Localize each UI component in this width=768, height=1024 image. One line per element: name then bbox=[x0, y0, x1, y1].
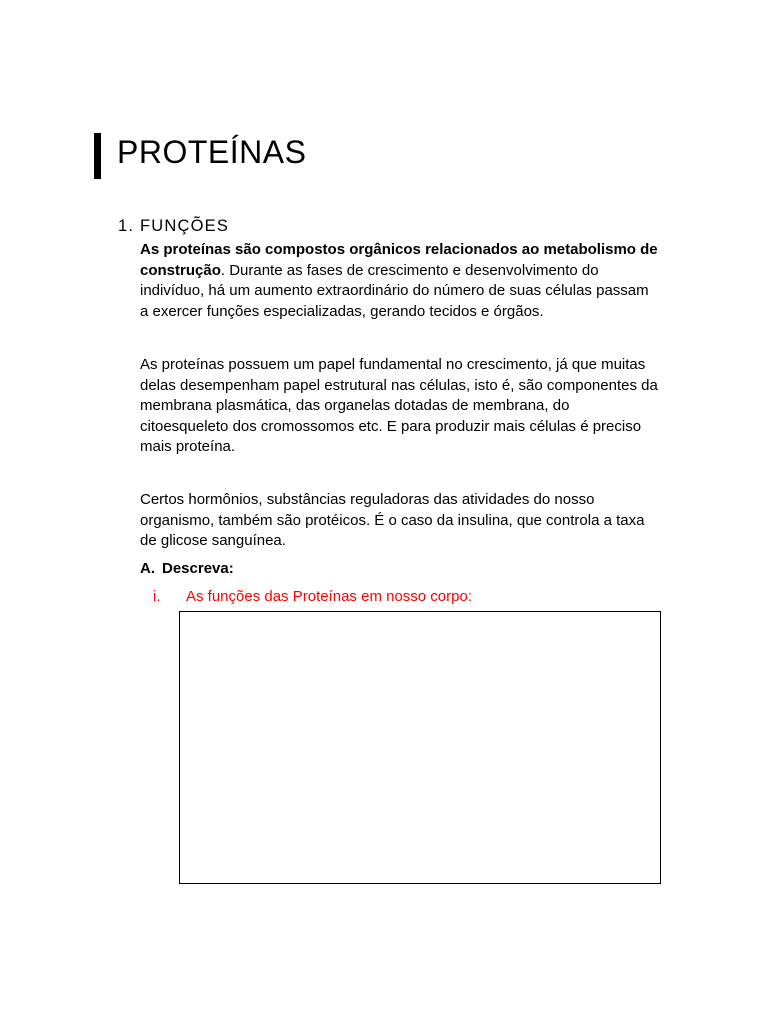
paragraph-1-text: . Durante as fases de crescimento e desenvolvimento do indivíduo, há um aumento extraordinário do número de suas células passam a exercer funções especializadas, gerando tecidos e órgãos. bbox=[140, 261, 649, 320]
question-item-i bbox=[153, 587, 472, 607]
question-item-marker: i. bbox=[153, 588, 161, 605]
question-a-label: Descreva: bbox=[162, 560, 234, 577]
paragraph-1 bbox=[140, 240, 660, 322]
question-a-marker: A. bbox=[140, 560, 155, 577]
page-title: PROTEÍNAS bbox=[117, 134, 307, 170]
paragraph-3: Certos hormônios, substâncias reguladoras das atividades do nosso organismo, também são protéicos. É o caso da insulina, que controla a taxa de glicose sanguínea. bbox=[140, 491, 645, 549]
paragraph-1-bold: As proteínas são compostos orgânicos relacionados ao metabolismo de construção bbox=[140, 241, 658, 279]
section-title: FUNÇÕES bbox=[139, 217, 230, 235]
question-item-text: As funções das Proteínas em nosso corpo: bbox=[186, 588, 472, 605]
answer-box[interactable] bbox=[179, 611, 661, 884]
title-accent-bar bbox=[94, 133, 101, 179]
section-number: 1. bbox=[118, 217, 135, 235]
section-heading bbox=[118, 215, 229, 237]
question-a bbox=[140, 559, 234, 579]
paragraph-2: As proteínas possuem um papel fundamental no crescimento, já que muitas delas desempenham papel estrutural nas células, isto é, são componentes da membrana plasmática, das organelas dotadas de membrana, do citoesqueleto dos cromossomos etc. E para produzir mais células é preciso mais proteína. bbox=[140, 356, 658, 455]
